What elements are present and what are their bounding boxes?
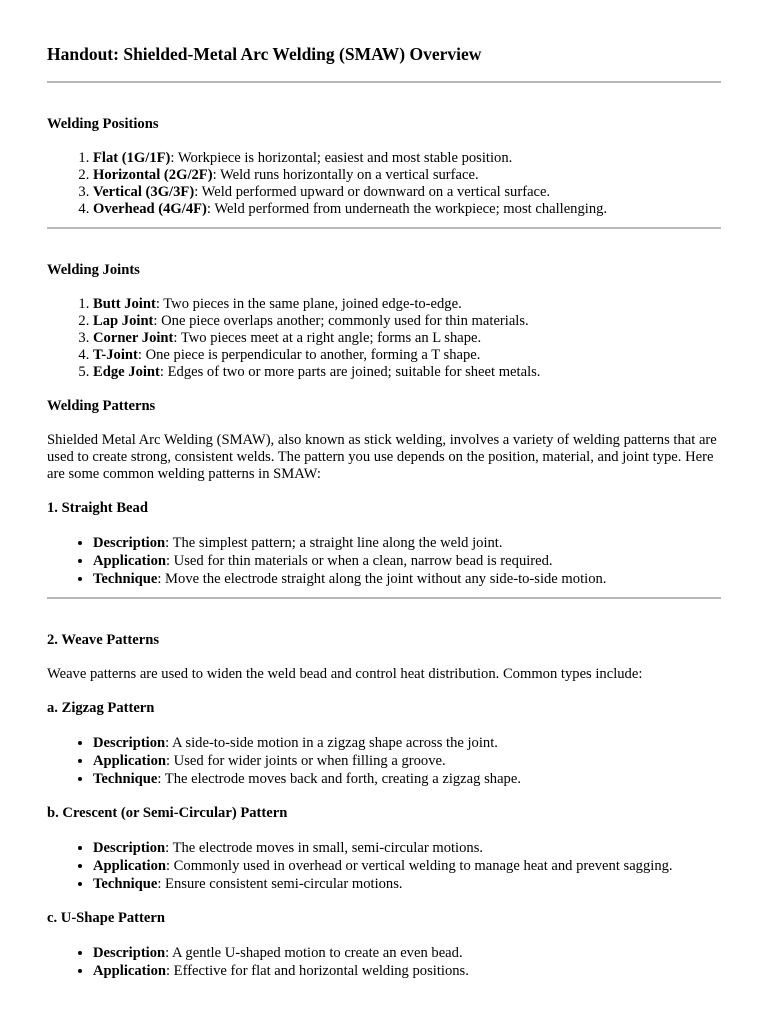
item-term: Application bbox=[93, 553, 166, 569]
u-shape-pattern-list bbox=[47, 944, 721, 980]
zigzag-pattern-list bbox=[47, 734, 721, 788]
list-item bbox=[93, 347, 721, 364]
crescent-pattern-list bbox=[47, 839, 721, 893]
weave-patterns-intro: Weave patterns are used to widen the weld bead and control heat distribution. Common types include: bbox=[47, 666, 643, 682]
item-term: Horizontal (2G/2F) bbox=[93, 167, 213, 183]
item-term: Technique bbox=[93, 876, 158, 892]
item-term: Edge Joint bbox=[93, 364, 160, 380]
item-term: Application bbox=[93, 963, 166, 979]
list-item bbox=[93, 201, 721, 218]
item-term: Description bbox=[93, 735, 166, 751]
list-item bbox=[93, 552, 721, 570]
weave-patterns-heading: 2. Weave Patterns bbox=[47, 632, 159, 648]
welding-patterns-intro: Shielded Metal Arc Welding (SMAW), also known as stick welding, involves a variety of welding patterns that are used to create strong, consistent welds. The pattern you use depends on the position, material, and joint type. Here are some common welding patterns in SMAW: bbox=[47, 432, 717, 482]
item-term: Overhead (4G/4F) bbox=[93, 201, 207, 217]
item-text: : Workpiece is horizontal; easiest and most stable position. bbox=[170, 150, 513, 166]
item-term: Corner Joint bbox=[93, 330, 174, 346]
welding-patterns-heading: Welding Patterns bbox=[47, 398, 156, 414]
item-text: : Two pieces meet at a right angle; forms an L shape. bbox=[173, 330, 482, 346]
item-text: : Ensure consistent semi-circular motions. bbox=[157, 876, 403, 892]
item-text: : The electrode moves in small, semi-circular motions. bbox=[165, 840, 484, 856]
list-item bbox=[93, 167, 721, 184]
item-text: : One piece overlaps another; commonly used for thin materials. bbox=[153, 313, 529, 329]
item-term: Description bbox=[93, 945, 166, 961]
item-text: : A gentle U-shaped motion to create an even bead. bbox=[165, 945, 463, 961]
page-title: Handout: Shielded-Metal Arc Welding (SMAW) Overview bbox=[47, 44, 482, 64]
list-item bbox=[93, 313, 721, 330]
list-item bbox=[93, 857, 721, 875]
list-item bbox=[93, 962, 721, 980]
item-text: : Used for wider joints or when filling a groove. bbox=[165, 753, 446, 769]
item-text: : The electrode moves back and forth, creating a zigzag shape. bbox=[157, 771, 521, 787]
item-term: Vertical (3G/3F) bbox=[93, 184, 195, 200]
list-item bbox=[93, 770, 721, 788]
list-item bbox=[93, 570, 721, 588]
item-text: : Two pieces in the same plane, joined edge-to-edge. bbox=[155, 296, 462, 312]
item-text: : Effective for flat and horizontal welding positions. bbox=[165, 963, 469, 979]
list-item bbox=[93, 534, 721, 552]
crescent-pattern-heading: b. Crescent (or Semi-Circular) Pattern bbox=[47, 805, 288, 821]
divider bbox=[47, 597, 721, 599]
item-text: : Weld runs horizontally on a vertical surface. bbox=[212, 167, 479, 183]
item-text: : One piece is perpendicular to another, forming a T shape. bbox=[137, 347, 481, 363]
item-term: T-Joint bbox=[93, 347, 138, 363]
welding-positions-heading: Welding Positions bbox=[47, 116, 159, 132]
zigzag-pattern-heading: a. Zigzag Pattern bbox=[47, 700, 155, 716]
item-text: : Edges of two or more parts are joined; suitable for sheet metals. bbox=[159, 364, 541, 380]
list-item bbox=[93, 330, 721, 347]
welding-joints-list bbox=[47, 296, 721, 381]
list-item bbox=[93, 839, 721, 857]
divider bbox=[47, 81, 721, 83]
welding-joints-heading: Welding Joints bbox=[47, 262, 140, 278]
item-text: : A side-to-side motion in a zigzag shape across the joint. bbox=[165, 735, 498, 751]
u-shape-pattern-heading: c. U-Shape Pattern bbox=[47, 910, 165, 926]
item-term: Technique bbox=[93, 771, 158, 787]
item-term: Technique bbox=[93, 571, 158, 587]
welding-positions-list bbox=[47, 150, 721, 218]
item-text: : Move the electrode straight along the joint without any side-to-side motion. bbox=[157, 571, 607, 587]
list-item bbox=[93, 364, 721, 381]
item-term: Application bbox=[93, 753, 166, 769]
item-term: Butt Joint bbox=[93, 296, 156, 312]
list-item bbox=[93, 944, 721, 962]
list-item bbox=[93, 184, 721, 201]
item-text: : The simplest pattern; a straight line along the weld joint. bbox=[165, 535, 503, 551]
item-text: : Weld performed from underneath the workpiece; most challenging. bbox=[206, 201, 608, 217]
straight-bead-list bbox=[47, 534, 721, 588]
item-term: Lap Joint bbox=[93, 313, 154, 329]
list-item bbox=[93, 296, 721, 313]
item-term: Application bbox=[93, 858, 166, 874]
item-term: Flat (1G/1F) bbox=[93, 150, 171, 166]
list-item bbox=[93, 875, 721, 893]
divider bbox=[47, 227, 721, 229]
item-term: Description bbox=[93, 535, 166, 551]
list-item bbox=[93, 150, 721, 167]
item-text: : Weld performed upward or downward on a vertical surface. bbox=[194, 184, 551, 200]
item-text: : Used for thin materials or when a clean, narrow bead is required. bbox=[165, 553, 553, 569]
straight-bead-heading: 1. Straight Bead bbox=[47, 500, 148, 516]
item-text: : Commonly used in overhead or vertical welding to manage heat and prevent sagging. bbox=[165, 858, 673, 874]
list-item bbox=[93, 752, 721, 770]
list-item bbox=[93, 734, 721, 752]
item-term: Description bbox=[93, 840, 166, 856]
